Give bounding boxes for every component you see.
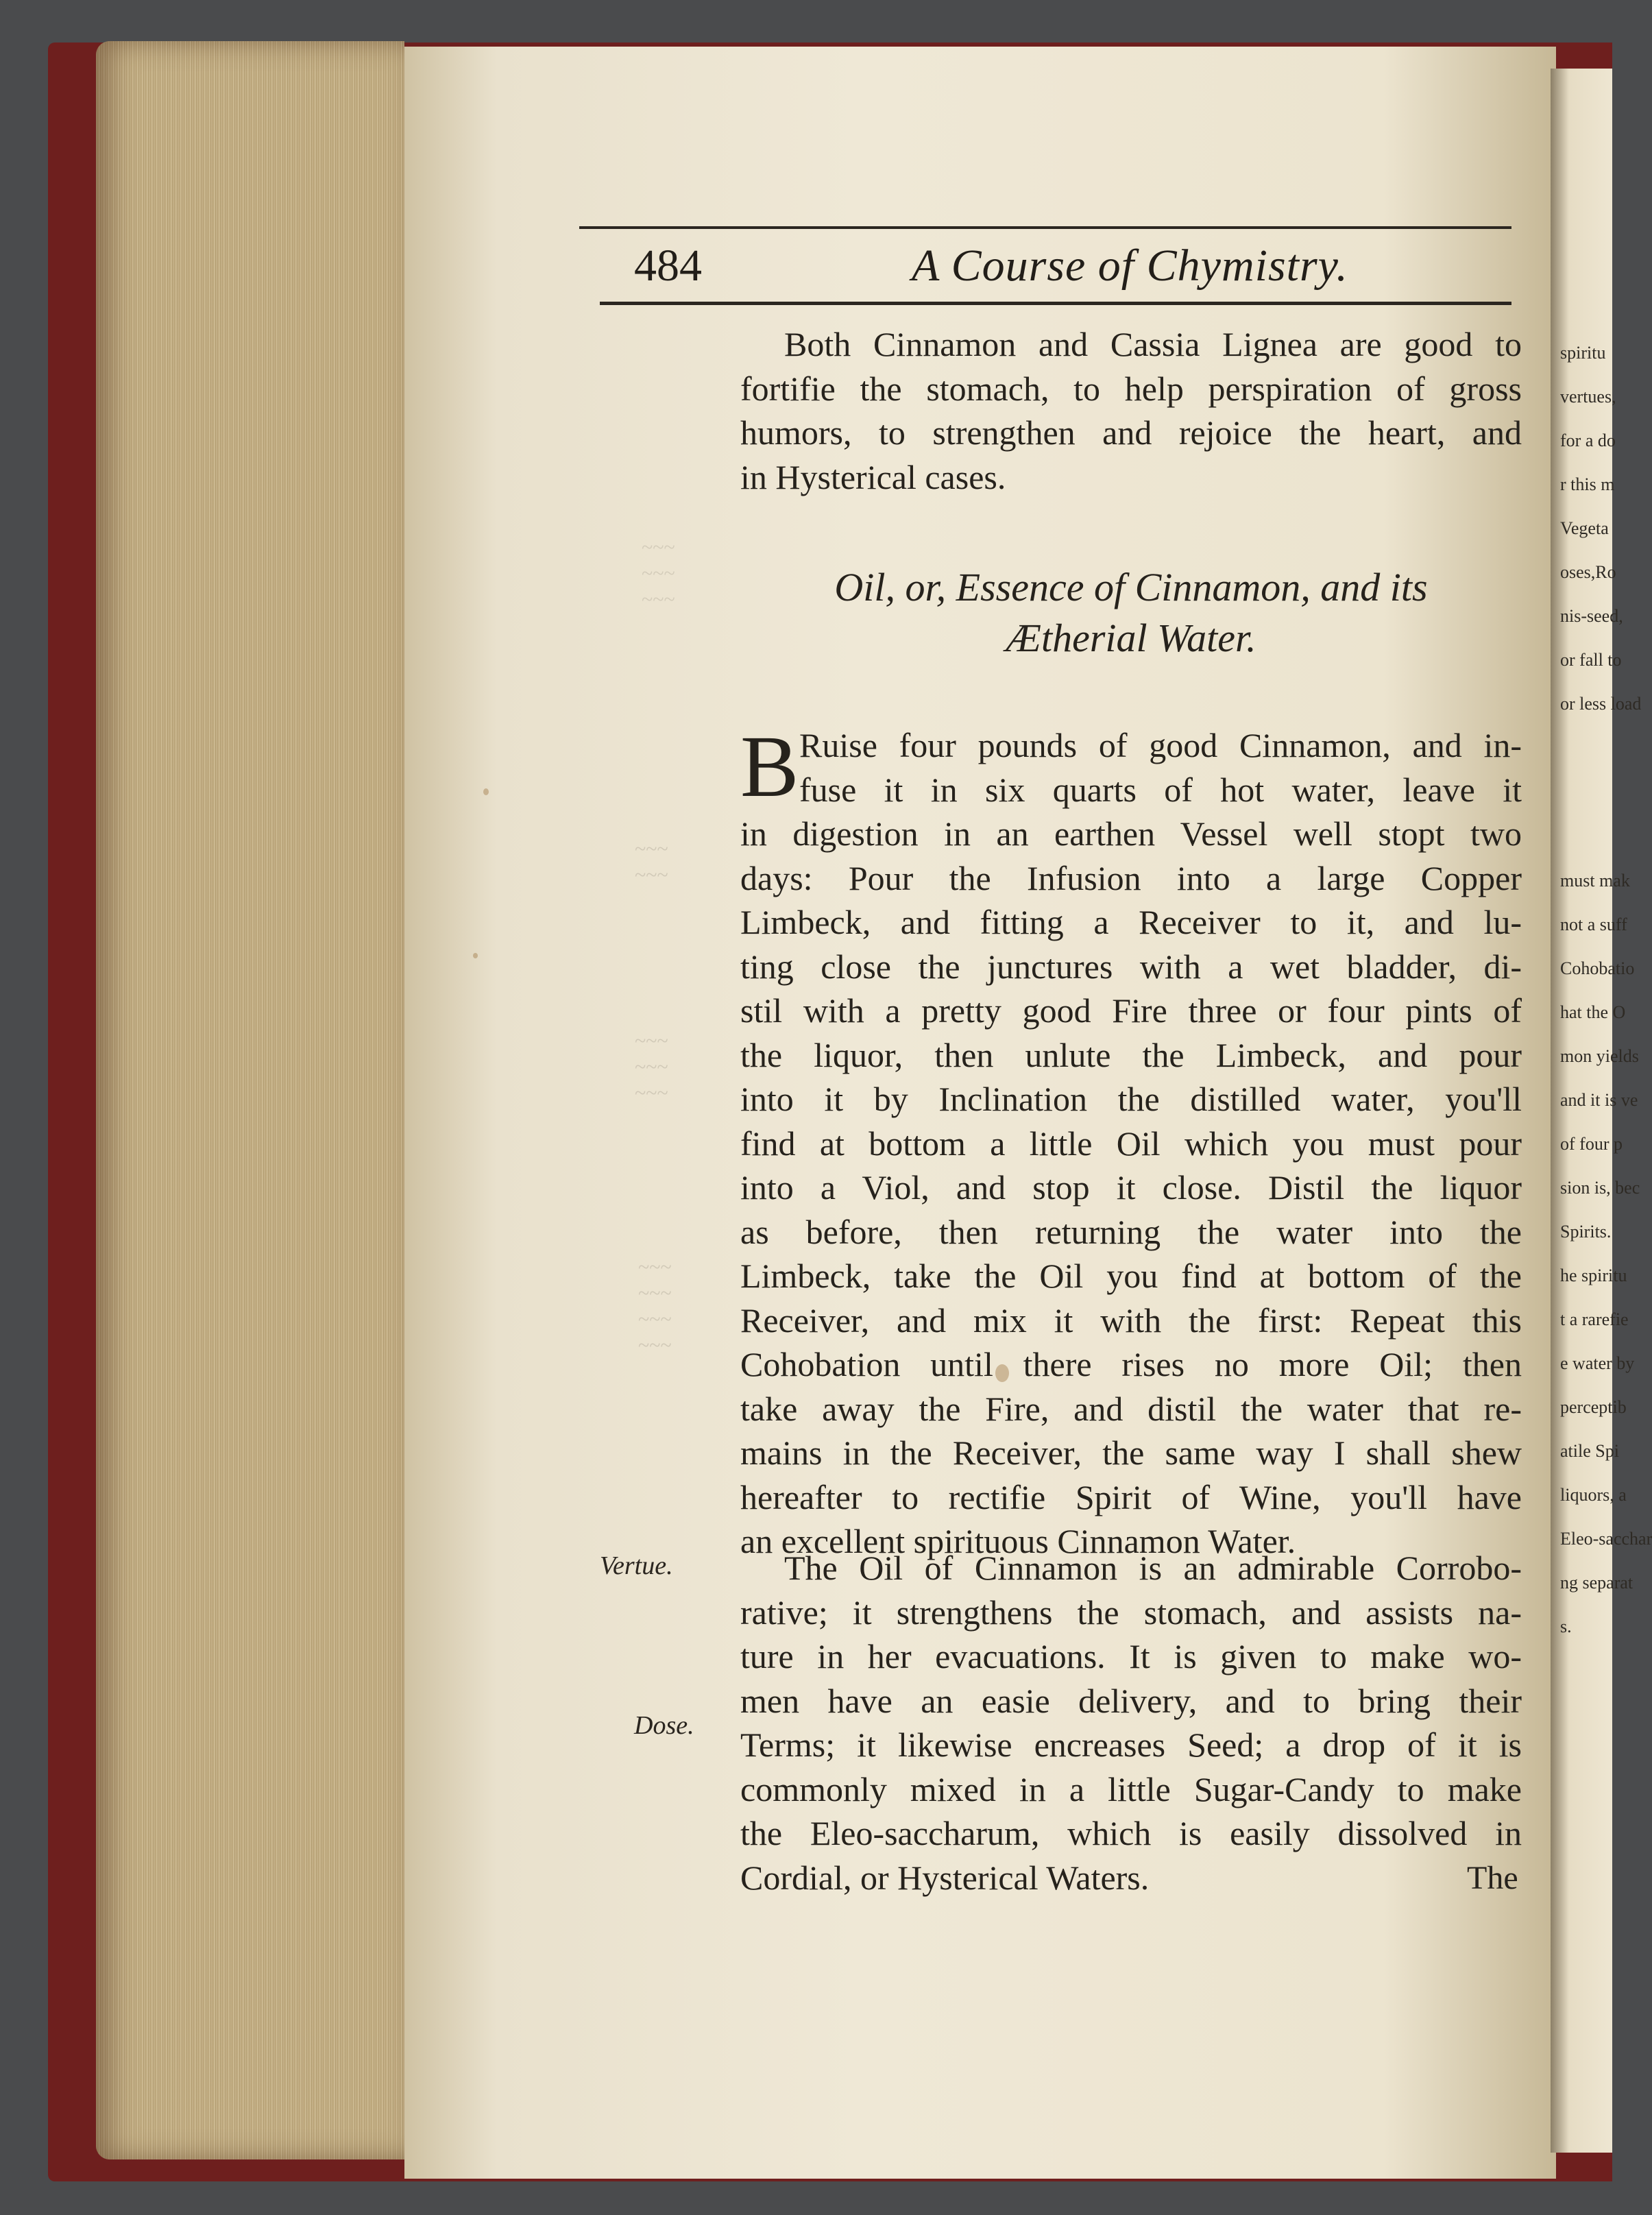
margin-note-vertue: Vertue. xyxy=(600,1551,673,1580)
text-line: in digestion in an earthen Vessel well stopt two xyxy=(740,814,1522,853)
text-line: in Hysterical cases. xyxy=(740,457,1006,496)
page-number: 484 xyxy=(634,241,702,291)
top-rule xyxy=(579,226,1511,229)
facing-page-fragment: nis-seed, xyxy=(1560,606,1623,626)
text-line: the liquor, then unlute the Limbeck, and pour xyxy=(740,1035,1522,1074)
text-line: men have an easie delivery, and to bring their xyxy=(740,1681,1522,1720)
facing-page-fragment: Spirits. xyxy=(1560,1222,1612,1242)
show-through-note: ~~~ ~~~ ~~~ ~~~ xyxy=(637,1256,672,1357)
text-line: into it by Inclination the distilled water, you'll xyxy=(740,1080,1522,1118)
facing-page-fragment: or fall to xyxy=(1560,650,1622,670)
text-line: take away the Fire, and distil the water that re- xyxy=(740,1389,1522,1428)
catchword: The xyxy=(1467,1860,1518,1896)
text-line: rative; it strengthens the stomach, and assists na- xyxy=(740,1593,1522,1632)
show-through-note: ~~~ ~~~ ~~~ xyxy=(634,1030,668,1104)
facing-page-fragment: of four p xyxy=(1560,1134,1623,1154)
text-line: humors, to strengthen and rejoice the heart, and xyxy=(740,413,1522,452)
running-head xyxy=(576,233,1522,295)
text-line: into a Viol, and stop it close. Distil the liquor xyxy=(740,1168,1522,1207)
text-line: ture in her evacuations. It is given to make wo- xyxy=(740,1637,1522,1675)
show-through-note: ~~~ ~~~ ~~~ xyxy=(641,536,675,611)
facing-page-fragment: must mak xyxy=(1560,871,1630,891)
facing-page-fragment: t a rarefie xyxy=(1560,1309,1629,1329)
facing-page-fragment: Cohobatio xyxy=(1560,958,1635,978)
text-line: Terms; it likewise encreases Seed; a drop of it is xyxy=(740,1726,1522,1764)
text-line: days: Pour the Infusion into a large Copper xyxy=(740,858,1522,897)
section-heading xyxy=(740,562,1522,664)
recipe-paragraph xyxy=(740,718,1522,1564)
facing-page-fragment: e water by xyxy=(1560,1353,1635,1373)
facing-page-fragment: spiritu xyxy=(1560,343,1606,363)
facing-page-fragment: Eleo-sacchar xyxy=(1560,1529,1652,1549)
page-edges xyxy=(96,41,404,2159)
margin-note-dose: Dose. xyxy=(634,1711,694,1740)
facing-page-fragment: sion is, bec xyxy=(1560,1178,1640,1198)
heading-line: Oil, or, Essence of Cinnamon, and its xyxy=(834,565,1428,609)
foxing-spot xyxy=(483,788,489,795)
text-line: ting close the junctures with a wet bladder, di- xyxy=(740,947,1522,986)
text-line: the Eleo-saccharum, which is easily dissolved in xyxy=(740,1814,1522,1852)
facing-page-fragment: liquors, a xyxy=(1560,1485,1627,1505)
facing-page-fragment: he spiritu xyxy=(1560,1266,1627,1285)
foxing-spot xyxy=(995,1364,1009,1382)
text-line: mains in the Receiver, the same way I shall shew xyxy=(740,1433,1522,1472)
text-line: hereafter to rectifie Spirit of Wine, you'll have xyxy=(740,1477,1522,1516)
text-line: Both Cinnamon and Cassia Lignea are good to xyxy=(784,325,1522,363)
facing-page-fragment: perceptib xyxy=(1560,1397,1627,1417)
text-line: commonly mixed in a little Sugar-Candy to make xyxy=(740,1769,1522,1808)
text-line: Receiver, and mix it with the first: Repeat this xyxy=(740,1300,1522,1340)
head-rule xyxy=(600,302,1511,305)
facing-page-fragment: or less load xyxy=(1560,694,1642,714)
facing-page-fragment: not a suff xyxy=(1560,915,1627,934)
foxing-spot xyxy=(473,953,478,958)
text-line: fuse it in six quarts of hot water, leave it xyxy=(799,770,1522,809)
facing-page-fragment: s. xyxy=(1560,1617,1572,1636)
text-line: Limbeck, and fitting a Receiver to it, and lu- xyxy=(740,903,1522,941)
text-line: The Oil of Cinnamon is an admirable Corrobo- xyxy=(784,1549,1522,1587)
text-line: stil with a pretty good Fire three or four pints of xyxy=(740,991,1522,1030)
facing-page-fragment: ng separat xyxy=(1560,1573,1633,1593)
heading-line: Ætherial Water. xyxy=(1006,616,1256,660)
facing-page-fragment: Vegeta xyxy=(1560,518,1609,538)
vertue-paragraph xyxy=(740,1546,1522,1900)
intro-paragraph xyxy=(740,322,1522,499)
text-line: fortifie the stomach, to help perspiration of gross xyxy=(740,369,1522,408)
text-line: Cordial, or Hysterical Waters. xyxy=(740,1858,1150,1897)
facing-page-fragment: mon yields xyxy=(1560,1046,1639,1066)
facing-page-fragment: for a do xyxy=(1560,431,1616,450)
show-through-note: ~~~ ~~~ xyxy=(634,838,668,886)
facing-page-strip xyxy=(1551,69,1652,2153)
facing-page-fragment: oses,Ro xyxy=(1560,562,1616,582)
text-line: as before, then returning the water into the xyxy=(740,1212,1522,1251)
facing-page-fragment: vertues, xyxy=(1560,387,1616,407)
text-line: Cohobation until there rises no more Oil; then xyxy=(740,1345,1522,1383)
facing-page-fragment: hat the O xyxy=(1560,1002,1626,1022)
drop-cap: B xyxy=(740,718,799,815)
text-line: find at bottom a little Oil which you must pour xyxy=(740,1124,1522,1163)
facing-page-fragment: atile Spi xyxy=(1560,1441,1619,1461)
text-line: an excellent spirituous Cinnamon Water. xyxy=(740,1522,1296,1560)
facing-page-fragment: and it is ve xyxy=(1560,1090,1638,1110)
running-title: A Course of Chymistry. xyxy=(912,241,1348,291)
text-line: Ruise four pounds of good Cinnamon, and in- xyxy=(799,726,1522,764)
text-line: Limbeck, take the Oil you find at bottom of the xyxy=(740,1257,1522,1295)
facing-page-fragment: r this m xyxy=(1560,474,1615,494)
